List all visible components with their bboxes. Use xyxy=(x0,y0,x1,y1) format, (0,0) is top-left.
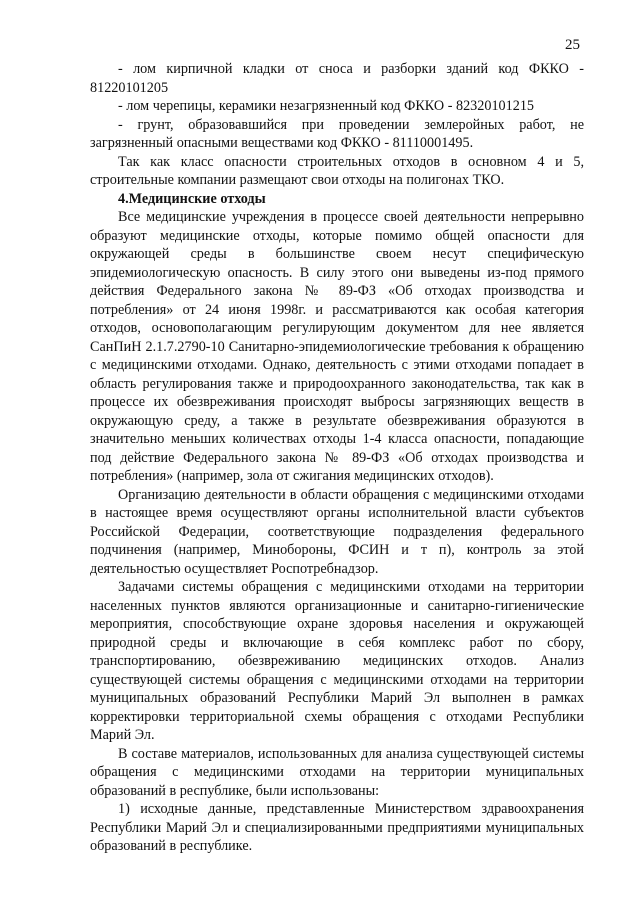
page-body xyxy=(90,60,584,856)
paragraph-organization: Организацию деятельности в области обращения с медицинскими отходами в настоящее время осуществляют органы исполнительной власти субъектов Российской Федерации, соответствующие подразделения федерального подчинения (например, Минобороны, ФСИН и т п), контроль за этой деятельностью осуществляет Роспотребнадзор. xyxy=(90,486,584,577)
list-item-tile-waste: - лом черепицы, керамики незагрязненный код ФККО - 82320101215 xyxy=(118,98,535,114)
paragraph-materials: В составе материалов, использованных для анализа существующей системы обращения с медицинскими отходами на территории муниципальных образований в республике, были использованы: xyxy=(90,745,584,799)
page-number: 25 xyxy=(565,37,580,53)
paragraph-hazard-class: Так как класс опасности строительных отходов в основном 4 и 5, строительные компании размещают свои отходы на полигонах ТКО. xyxy=(90,153,584,188)
list-item-source-data: 1) исходные данные, представленные Министерством здравоохранения Республики Марий Эл и специализированными предприятиями муниципальных образований в республике. xyxy=(90,801,584,854)
paragraph-medical-institutions: Все медицинские учреждения в процессе своей деятельности непрерывно образуют медицинские отходы, которые помимо общей опасности для окружающей среды в большинстве своем несут специфическую эпидемиологическую опасность. В силу этого они выведены из-под прямого действия Федерального закона № 89-ФЗ «Об отходах производства и потребления» от 24 июня 1998г. и рассматриваются как особая категория отходов, основополагающим регулирующим документом для нее является СанПиН 2.1.7.2790-10 Санитарно-эпидемиологические требования к обращению с медицинскими отходами. Однако, деятельность с этими отходами попадает в область регулирования также и природоохранного законодательства, так как в процессе их обезвреживания происходят выбросы загрязняющих веществ в окружающую среду, а также в результате обезвреживания образуются в значительно меньших количествах отходы 1-4 класса опасности, попадающие под действие Федерального закона № 89-ФЗ «Об отходах производства и потребления» (например, зола от сжигания медицинских отходов). xyxy=(90,209,584,484)
paragraph-system-tasks: Задачами системы обращения с медицинскими отходами на территории населенных пунктов являются организационные и санитарно-гигиенические мероприятия, способствующие охране здоровья населения и окружающей природной среды и включающие в себя комплекс работ по сбору, транспортированию, обезвреживанию медицинских отходов. Анализ существующей системы обращения с медицинскими отходами на территории муниципальных образований Республики Марий Эл выполнен в рамках корректировки территориальной схемы обращения с отходами Республики Марий Эл. xyxy=(90,579,584,743)
list-item-brick-waste: - лом кирпичной кладки от сноса и разборки зданий код ФККО - 81220101205 xyxy=(90,61,584,96)
section-heading-medical-waste: 4.Медицинские отходы xyxy=(118,190,266,207)
list-item-soil-waste: - грунт, образовавшийся при проведении землеройных работ, не загрязненный опасными веществами код ФККО - 81110001495. xyxy=(90,116,584,151)
